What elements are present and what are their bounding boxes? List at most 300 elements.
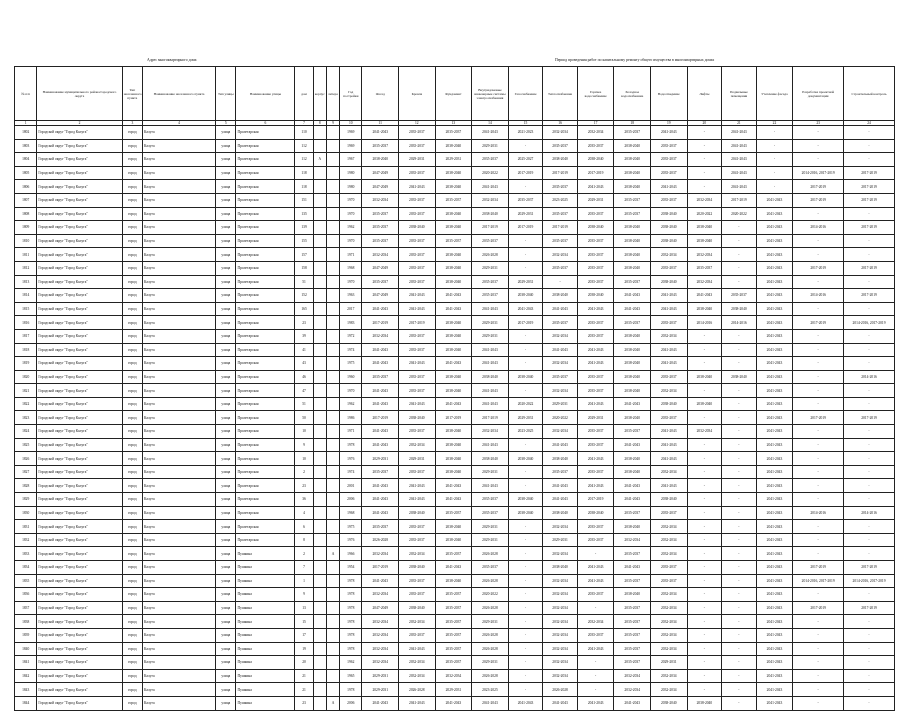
table-cell: 2038-2040 <box>543 506 578 520</box>
table-cell: 1965 <box>340 669 362 683</box>
table-cell: 2041-2043 <box>614 289 651 303</box>
table-cell: - <box>722 615 757 629</box>
table-cell: 155 <box>295 234 313 248</box>
table-cell: 2035-2037 <box>577 139 614 153</box>
table-cell: - <box>508 615 543 629</box>
table-cell: 2038-2040 <box>435 452 472 466</box>
table-cell: 2041-2043 <box>543 438 578 452</box>
table-row <box>15 411 895 425</box>
table-cell: город <box>122 656 142 670</box>
table-cell: - <box>793 520 844 534</box>
table-cell: город <box>122 357 142 371</box>
table-cell: 2029-2031 <box>472 520 509 534</box>
table-cell: 2035-2037 <box>577 207 614 221</box>
table-cell: 1815 <box>15 302 37 316</box>
table-cell: 2035-2037 <box>577 261 614 275</box>
table-cell: улица <box>216 207 236 221</box>
table-cell: 20 <box>295 656 313 670</box>
table-cell: город <box>122 669 142 683</box>
table-cell: - <box>793 302 844 316</box>
table-cell: Пушкина <box>236 656 295 670</box>
table-cell: 2047-2049 <box>362 166 399 180</box>
table-cell: город <box>122 180 142 194</box>
table-cell: Калуга <box>143 329 216 343</box>
table-cell: 2032-2034 <box>543 357 578 371</box>
table-cell: 1821 <box>15 384 37 398</box>
table-cell: - <box>793 493 844 507</box>
table-cell: улица <box>216 656 236 670</box>
table-cell: - <box>508 533 543 547</box>
table-cell: 6 <box>295 520 313 534</box>
table-cell: 2017-2019 <box>844 221 895 235</box>
table-cell: Пушкина <box>236 642 295 656</box>
table-cell: Городской округ "Город Калуга" <box>37 357 122 371</box>
table-cell: 2041-2043 <box>756 316 793 330</box>
table-cell: - <box>722 533 757 547</box>
table-row <box>15 289 895 303</box>
table-cell: Калуга <box>143 316 216 330</box>
table-cell: - <box>793 588 844 602</box>
table-cell: город <box>122 289 142 303</box>
table-cell: 2035-2037 <box>577 588 614 602</box>
table-cell: 2041-2043 <box>614 493 651 507</box>
table-cell: Пролетарская <box>236 452 295 466</box>
table-cell: 2035-2037 <box>362 207 399 221</box>
table-cell: 2041-2043 <box>651 180 688 194</box>
table-cell: 2032-2034 <box>543 425 578 439</box>
table-cell <box>326 561 339 575</box>
table-cell: 2041-2043 <box>543 696 578 710</box>
table-cell: 1814 <box>15 289 37 303</box>
table-cell: Пролетарская <box>236 221 295 235</box>
table-cell: 2035-2037 <box>577 465 614 479</box>
table-row <box>15 261 895 275</box>
table-cell: 165 <box>295 302 313 316</box>
table-cell: улица <box>216 411 236 425</box>
table-cell: 2038-2040 <box>435 180 472 194</box>
column-header: Кровля <box>399 67 436 121</box>
table-cell: - <box>844 696 895 710</box>
table-cell: 2041-2043 <box>756 221 793 235</box>
table-cell: Пушкина <box>236 574 295 588</box>
table-cell: 2017-2019 <box>577 493 614 507</box>
table-cell: - <box>722 465 757 479</box>
table-cell: Пролетарская <box>236 479 295 493</box>
table-cell: - <box>844 628 895 642</box>
table-cell: 2029-2031 <box>577 193 614 207</box>
table-cell: 1808 <box>15 207 37 221</box>
table-cell: город <box>122 397 142 411</box>
table-cell: улица <box>216 601 236 615</box>
table-cell: - <box>687 547 722 561</box>
table-cell: Городской округ "Город Калуга" <box>37 248 122 262</box>
table-cell: 2035-2037 <box>614 628 651 642</box>
column-header: Год постройки <box>340 67 362 121</box>
table-cell: - <box>687 588 722 602</box>
table-cell: 2029-2031 <box>435 683 472 697</box>
table-cell: 2032-2034 <box>543 628 578 642</box>
table-cell: - <box>722 425 757 439</box>
table-cell: - <box>577 656 614 670</box>
column-header: Утепление фасада <box>756 67 793 121</box>
table-cell: 1842 <box>15 669 37 683</box>
table-cell: 1978 <box>340 588 362 602</box>
table-cell: - <box>844 493 895 507</box>
column-number: 1 <box>15 121 37 126</box>
table-cell: город <box>122 275 142 289</box>
table-cell: улица <box>216 588 236 602</box>
table-cell: 2041-2043 <box>435 302 472 316</box>
table-cell: - <box>722 397 757 411</box>
table-cell: 2035-2037 <box>399 207 436 221</box>
table-cell: Пролетарская <box>236 357 295 371</box>
table-cell: - <box>722 574 757 588</box>
table-cell: 2038-2040 <box>614 221 651 235</box>
table-cell: - <box>722 452 757 466</box>
table-cell: 2041-2043 <box>651 302 688 316</box>
table-cell: Городской округ "Город Калуга" <box>37 493 122 507</box>
table-cell: 2020-2022 <box>472 588 509 602</box>
table-cell <box>313 520 326 534</box>
table-cell: 2032-2034 <box>399 615 436 629</box>
table-cell: 1811 <box>15 248 37 262</box>
table-cell: - <box>722 248 757 262</box>
table-cell: 2041-2043 <box>362 384 399 398</box>
table-cell: Калуга <box>143 628 216 642</box>
table-cell: 2014-2016 <box>844 506 895 520</box>
table-cell: 2032-2034 <box>362 656 399 670</box>
table-cell: Пролетарская <box>236 248 295 262</box>
table-cell <box>313 302 326 316</box>
table-cell <box>313 547 326 561</box>
table-cell: Калуга <box>143 275 216 289</box>
table-cell: 2032-2034 <box>543 588 578 602</box>
table-cell <box>313 411 326 425</box>
table-cell: 2029-2031 <box>362 683 399 697</box>
table-cell: 2038-2040 <box>435 533 472 547</box>
table-cell: Городской округ "Город Калуга" <box>37 275 122 289</box>
table-cell: - <box>577 601 614 615</box>
table-cell: 2035-2037 <box>399 370 436 384</box>
table-cell: - <box>508 438 543 452</box>
table-cell: 2041-2043 <box>472 180 509 194</box>
table-cell: 2038-2040 <box>614 166 651 180</box>
table-cell: 1978 <box>340 683 362 697</box>
table-cell: 2035-2037 <box>614 506 651 520</box>
column-header: Водоотведение <box>651 67 688 121</box>
table-cell: 2017-2019 <box>793 193 844 207</box>
table-cell: - <box>793 479 844 493</box>
table-cell: 1970 <box>340 193 362 207</box>
table-cell: 1971 <box>340 248 362 262</box>
column-header: литера <box>326 67 339 121</box>
table-row <box>15 180 895 194</box>
table-cell: 2032-2034 <box>362 615 399 629</box>
table-cell: Пролетарская <box>236 166 295 180</box>
table-cell: 8 <box>295 533 313 547</box>
table-cell: 2035-2037 <box>399 465 436 479</box>
table-cell: - <box>722 669 757 683</box>
table-cell: 36 <box>295 493 313 507</box>
table-cell: - <box>793 533 844 547</box>
table-cell: 2035-2037 <box>472 234 509 248</box>
table-cell: 2032-2034 <box>543 656 578 670</box>
table-cell: 2041-2043 <box>472 696 509 710</box>
table-cell: 2038-2040 <box>614 411 651 425</box>
table-cell: 21 <box>295 683 313 697</box>
table-cell: Пролетарская <box>236 329 295 343</box>
table-cell: 1967 <box>340 153 362 167</box>
table-cell: 2038-2040 <box>687 397 722 411</box>
table-cell: 2041-2043 <box>756 397 793 411</box>
table-cell: Пролетарская <box>236 506 295 520</box>
table-cell: 2035-2037 <box>435 506 472 520</box>
table-cell: 2032-2034 <box>651 329 688 343</box>
table-cell: 2035-2037 <box>614 316 651 330</box>
table-cell: 2038-2040 <box>614 329 651 343</box>
table-cell: 2041-2043 <box>651 126 688 140</box>
table-cell: 2035-2037 <box>651 166 688 180</box>
table-cell: - <box>844 479 895 493</box>
table-cell: 1832 <box>15 533 37 547</box>
table-row <box>15 425 895 439</box>
table-cell: - <box>508 601 543 615</box>
table-cell: 1822 <box>15 397 37 411</box>
table-cell: 135 <box>295 207 313 221</box>
table-cell: 2014-2016 <box>844 370 895 384</box>
table-cell: Городской округ "Город Калуга" <box>37 343 122 357</box>
table-cell: 2035-2037 <box>577 329 614 343</box>
table-cell <box>326 574 339 588</box>
table-cell: Калуга <box>143 193 216 207</box>
table-cell: улица <box>216 193 236 207</box>
table-cell: 2032-2034 <box>614 669 651 683</box>
table-cell: 2041-2043 <box>614 696 651 710</box>
table-cell: 2041-2043 <box>472 126 509 140</box>
table-cell: - <box>508 261 543 275</box>
table-cell: город <box>122 139 142 153</box>
table-cell: - <box>687 628 722 642</box>
table-cell: 2038-2040 <box>543 452 578 466</box>
table-cell: 2029-2031 <box>472 656 509 670</box>
table-cell: 2017-2019 <box>793 180 844 194</box>
table-cell: 2038-2040 <box>687 221 722 235</box>
table-cell: 2041-2043 <box>577 180 614 194</box>
table-cell: 2041-2043 <box>722 153 757 167</box>
table-cell: 2035-2037 <box>543 370 578 384</box>
table-cell: Пролетарская <box>236 493 295 507</box>
table-cell: 2038-2040 <box>614 180 651 194</box>
table-cell <box>326 166 339 180</box>
table-cell: - <box>844 438 895 452</box>
table-cell: 2035-2037 <box>435 642 472 656</box>
table-cell: 13 <box>295 601 313 615</box>
table-cell: город <box>122 370 142 384</box>
column-header: Фундамент <box>435 67 472 121</box>
table-cell: Калуга <box>143 452 216 466</box>
table-cell: 2017-2019 <box>793 316 844 330</box>
table-cell: 2041-2043 <box>756 588 793 602</box>
table-row <box>15 384 895 398</box>
table-cell: Пролетарская <box>236 411 295 425</box>
table-cell: 2035-2037 <box>399 261 436 275</box>
table-cell: 2041-2043 <box>756 275 793 289</box>
table-cell: 2026-2028 <box>472 248 509 262</box>
table-cell <box>313 588 326 602</box>
table-cell: 2035-2037 <box>651 193 688 207</box>
table-cell: 2032-2034 <box>399 656 436 670</box>
table-cell: 2038-2040 <box>399 506 436 520</box>
table-cell <box>326 126 339 140</box>
table-cell: - <box>844 139 895 153</box>
table-cell: 2041-2043 <box>508 696 543 710</box>
table-cell <box>313 289 326 303</box>
table-cell: Калуга <box>143 493 216 507</box>
table-cell: 2041-2043 <box>543 302 578 316</box>
table-cell: - <box>793 329 844 343</box>
table-cell: 1825 <box>15 438 37 452</box>
table-cell: 2035-2037 <box>399 248 436 262</box>
table-cell: город <box>122 207 142 221</box>
table-cell: 2038-2040 <box>614 343 651 357</box>
table-cell: 2041-2043 <box>756 465 793 479</box>
table-cell: Калуга <box>143 248 216 262</box>
table-cell: город <box>122 547 142 561</box>
table-cell: Калуга <box>143 289 216 303</box>
table-cell <box>326 234 339 248</box>
table-cell: - <box>722 561 757 575</box>
table-cell: Городской округ "Город Калуга" <box>37 261 122 275</box>
table-cell: 1826 <box>15 452 37 466</box>
header-row <box>15 67 895 121</box>
table-cell: 2032-2034 <box>362 547 399 561</box>
table-cell: 2035-2037 <box>614 193 651 207</box>
table-cell: 2035-2037 <box>472 289 509 303</box>
table-cell: - <box>722 642 757 656</box>
column-header: Внутридомовые инженерные системы электроснабжения <box>472 67 509 121</box>
table-cell: 2041-2043 <box>651 343 688 357</box>
table-row <box>15 601 895 615</box>
table-cell: 2038-2040 <box>577 506 614 520</box>
table-cell: 2029-2031 <box>472 316 509 330</box>
table-cell: - <box>722 275 757 289</box>
table-cell: город <box>122 533 142 547</box>
table-cell: Пролетарская <box>236 370 295 384</box>
table-cell: 2041-2043 <box>472 479 509 493</box>
table-cell: улица <box>216 669 236 683</box>
table-cell: 1844 <box>15 696 37 710</box>
table-cell: 2035-2037 <box>472 506 509 520</box>
table-cell: 2038-2040 <box>577 153 614 167</box>
table-cell: 2032-2034 <box>651 628 688 642</box>
table-cell: - <box>508 656 543 670</box>
table-cell: 2032-2034 <box>472 193 509 207</box>
table-cell: 2041-2043 <box>756 384 793 398</box>
table-cell: город <box>122 384 142 398</box>
table-cell: - <box>793 425 844 439</box>
table-cell <box>326 180 339 194</box>
table-cell: 2041-2043 <box>362 438 399 452</box>
table-cell: 2023-2025 <box>472 683 509 697</box>
table-cell: 2041-2043 <box>756 207 793 221</box>
table-cell: 1966 <box>340 547 362 561</box>
table-cell: город <box>122 166 142 180</box>
table-cell: - <box>508 479 543 493</box>
table-row <box>15 139 895 153</box>
table-row <box>15 493 895 507</box>
table-cell: улица <box>216 180 236 194</box>
table-cell: 2038-2040 <box>508 452 543 466</box>
table-cell: 2041-2043 <box>399 357 436 371</box>
table-cell: 2035-2037 <box>614 615 651 629</box>
table-cell: Городской округ "Город Калуга" <box>37 302 122 316</box>
table-cell: 2017-2019 <box>844 166 895 180</box>
table-cell: - <box>722 343 757 357</box>
table-cell: 2032-2034 <box>362 628 399 642</box>
table-cell: 2029-2031 <box>508 207 543 221</box>
table-row <box>15 370 895 384</box>
table-cell: 1986 <box>340 411 362 425</box>
table-cell: 1805 <box>15 166 37 180</box>
column-number: 15 <box>508 121 543 126</box>
table-cell: 1820 <box>15 370 37 384</box>
table-cell: 2032-2034 <box>651 601 688 615</box>
column-header: Строительный контроль <box>844 67 895 121</box>
table-cell: город <box>122 221 142 235</box>
table-cell <box>313 561 326 575</box>
table-cell: - <box>508 234 543 248</box>
table-cell: 2032-2034 <box>687 193 722 207</box>
table-cell: Калуга <box>143 139 216 153</box>
table-cell: улица <box>216 289 236 303</box>
table-cell: 118 <box>295 180 313 194</box>
table-cell: 2029-2031 <box>577 411 614 425</box>
table-cell: Калуга <box>143 384 216 398</box>
table-cell: 2032-2034 <box>362 248 399 262</box>
table-cell: 1839 <box>15 628 37 642</box>
column-header: Холодное водоснабжение <box>614 67 651 121</box>
table-cell: 21 <box>295 669 313 683</box>
table-cell: 1970 <box>340 207 362 221</box>
table-cell: Городской округ "Город Калуга" <box>37 425 122 439</box>
table-row <box>15 207 895 221</box>
table-cell: город <box>122 520 142 534</box>
table-cell: 2035-2037 <box>543 234 578 248</box>
table-cell: 2041-2043 <box>577 696 614 710</box>
table-cell: 2041-2043 <box>399 302 436 316</box>
table-cell: 2041-2043 <box>435 289 472 303</box>
table-cell: 2035-2037 <box>399 126 436 140</box>
table-row <box>15 329 895 343</box>
table-cell: - <box>793 397 844 411</box>
table-cell: - <box>722 221 757 235</box>
table-row <box>15 520 895 534</box>
table-cell: - <box>793 696 844 710</box>
table-cell: улица <box>216 574 236 588</box>
column-number: 24 <box>844 121 895 126</box>
table-cell: 2038-2040 <box>614 384 651 398</box>
table-row <box>15 193 895 207</box>
table-cell: - <box>687 153 722 167</box>
table-cell: 2041-2043 <box>435 397 472 411</box>
table-cell: 1978 <box>340 642 362 656</box>
table-cell: 2038-2040 <box>651 696 688 710</box>
table-cell: - <box>508 384 543 398</box>
table-cell: - <box>687 479 722 493</box>
table-cell: 2041-2043 <box>435 696 472 710</box>
table-cell: 2035-2037 <box>614 656 651 670</box>
table-cell: 2014-2016 <box>687 316 722 330</box>
